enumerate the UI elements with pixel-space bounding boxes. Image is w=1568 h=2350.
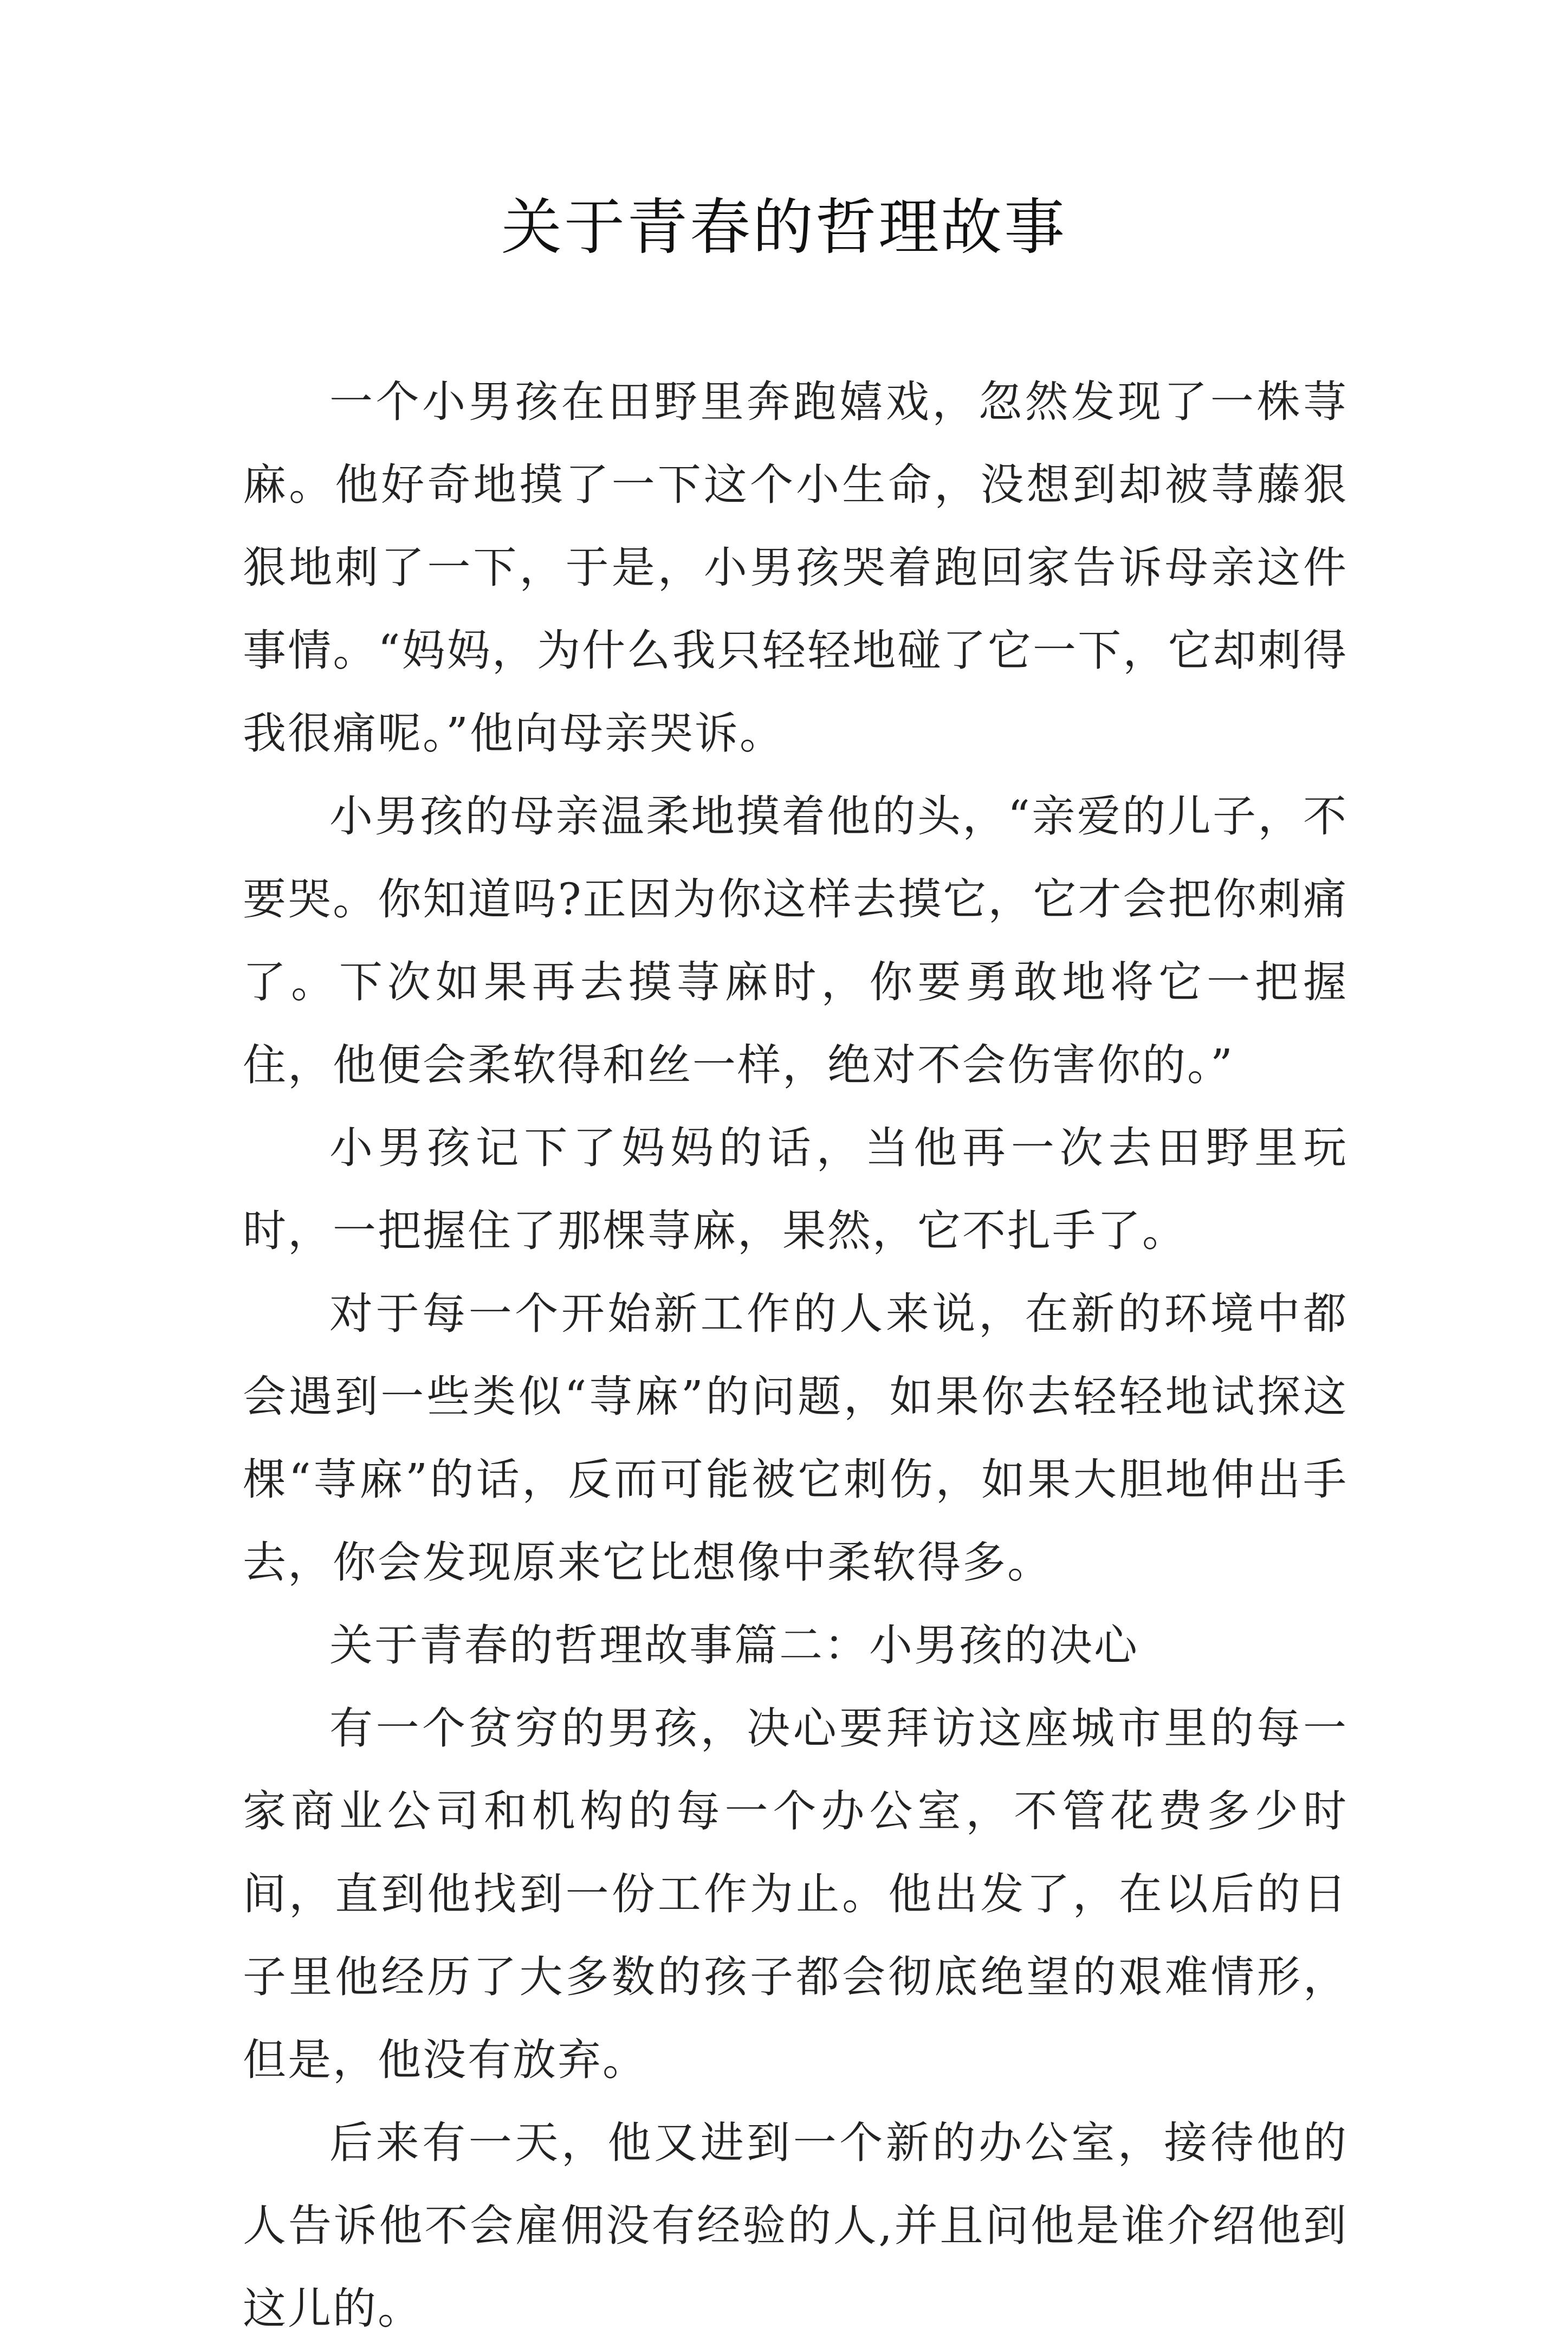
paragraph: 小男孩的母亲温柔地摸着他的头，“亲爱的儿子，不要哭。你知道吗?正因为你这样去摸它，它才会把你刺痛了。下次如果再去摸荨麻时，你要勇敢地将它一把握住，他便会柔软得和丝一样，绝对不会伤害你的。” — [243, 791, 1348, 1090]
paragraph: 后来有一天，他又进到一个新的办公室，接待他的人告诉他不会雇佣没有经验的人,并且问他是谁介绍他到这儿的。 — [243, 2118, 1348, 2334]
section-heading: 关于青春的哲理故事篇二：小男孩的决心 — [329, 1620, 1139, 1671]
paragraph: 有一个贫穷的男孩，决心要拜访这座城市里的每一家商业公司和机构的每一个办公室，不管花费多少时间，直到他找到一份工作为止。他出发了，在以后的日子里他经历了大多数的孩子都会彻底绝望的艰难情形，但是，他没有放弃。 — [243, 1703, 1348, 2085]
document-body — [243, 360, 1348, 2350]
document-title: 关于青春的哲理故事 — [501, 192, 1067, 263]
paragraph: 一个小男孩在田野里奔跑嬉戏，忽然发现了一株荨麻。他好奇地摸了一下这个小生命，没想到却被荨藤狠狠地刺了一下，于是，小男孩哭着跑回家告诉母亲这件事情。“妈妈，为什么我只轻轻地碰了它一下，它却刺得我很痛呢。”他向母亲哭诉。 — [243, 377, 1348, 759]
paragraph: 对于每一个开始新工作的人来说，在新的环境中都会遇到一些类似“荨麻”的问题，如果你去轻轻地试探这棵“荨麻”的话，反而可能被它刺伤，如果大胆地伸出手去，你会发现原来它比想像中柔软得多。 — [243, 1289, 1348, 1588]
paragraph: 小男孩记下了妈妈的话，当他再一次去田野里玩时，一把握住了那棵荨麻，果然，它不扎手了。 — [243, 1123, 1348, 1256]
